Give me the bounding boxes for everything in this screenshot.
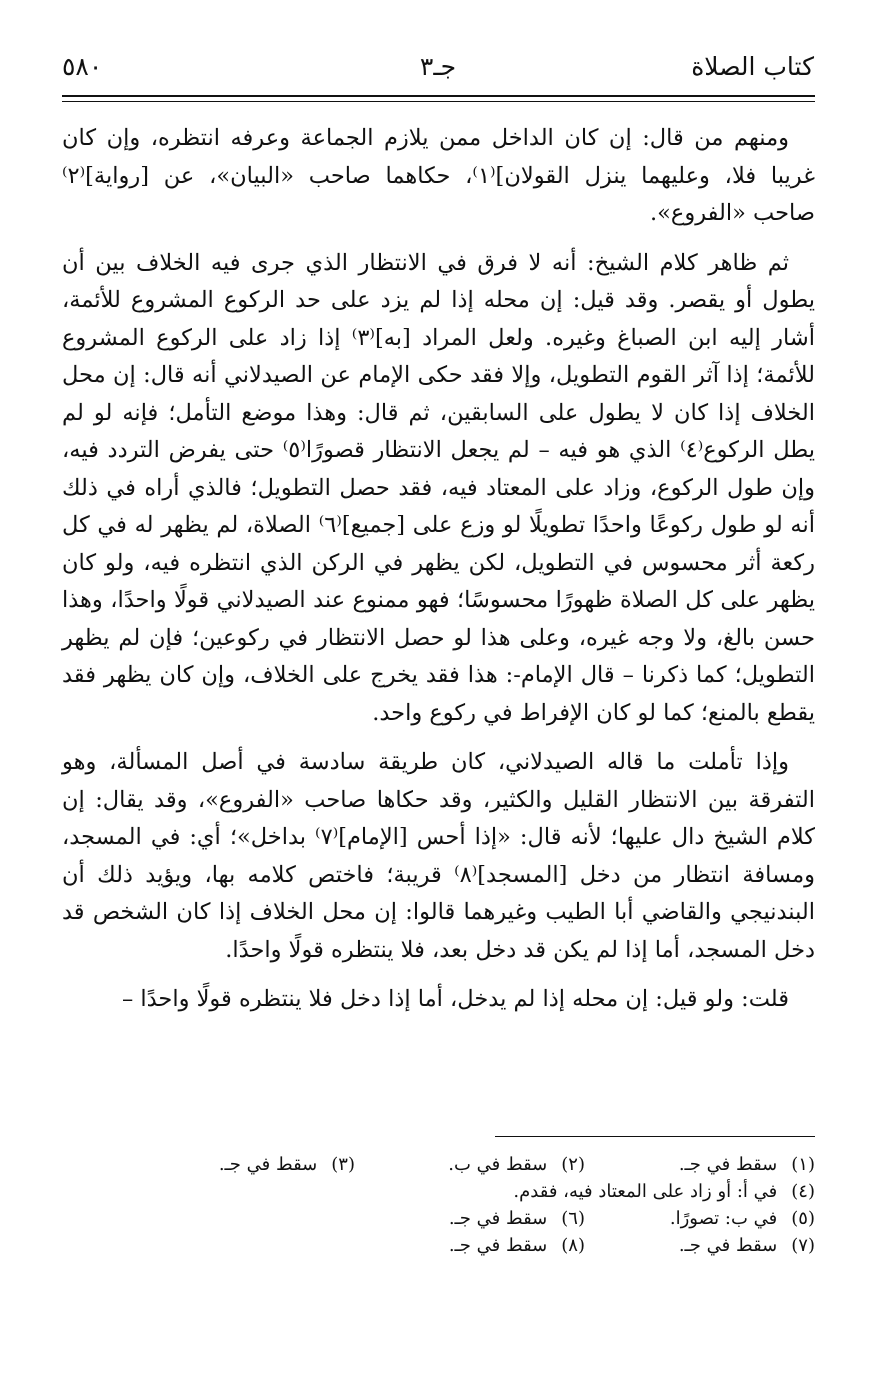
footnote-row [62,1151,815,1178]
footnote-number: (٥) [791,1208,815,1229]
main-text [62,120,815,1031]
footnote-number: (٨) [561,1235,585,1256]
footnote-text: سقط في جـ. [448,1235,548,1256]
footnote-number: (٧) [791,1235,815,1256]
footnote-text: سقط في جـ. [678,1235,778,1256]
footnote-row [62,1178,815,1205]
footnote-text: في ب: تصورًا. [669,1208,778,1229]
footnote-8 [355,1232,585,1259]
footnote-number: (٢) [561,1154,585,1175]
footnotes [62,1151,815,1259]
footnote-divider [495,1136,815,1137]
paragraph-1: ومنهم من قال: إن كان الداخل ممن يلازم الجماعة وعرفه انتظره، وإن كان غريبا فلا، وعليهما ينزل القولان]⁽١⁾، حكاهما صاحب «البيان»، عن [رواية]⁽٢⁾ صاحب «الفروع». [62,125,815,226]
footnote-5 [585,1205,815,1232]
paragraph-3: وإذا تأملت ما قاله الصيدلاني، كان طريقة سادسة في أصل المسألة، وهو التفرقة بين الانتظار القليل والكثير، وقد حكاها صاحب «الفروع»، وقد يقال: إن كلام الشيخ دال عليها؛ لأنه قال: «إذا أحس [الإمام]⁽٧⁾ بداخل»؛ أي: في المسجد، ومسافة انتظار من دخل [المسجد]⁽٨⁾ قريبة؛ فاختص كلامه بها، ويؤيد ذلك أن البندنيجي والقاضي أبا الطيب وغيرهما قالوا: إن محل الخلاف إذا كان الشخص قد دخل المسجد، أما إذا لم يكن قد دخل بعد، فلا ينتظره قولًا واحدًا. [62,749,815,963]
paragraph-4: قلت: ولو قيل: إن محله إذا لم يدخل، أما إذا دخل فلا ينتظره قولًا واحدًا – [121,986,789,1012]
page-header [62,52,814,92]
footnote-number: (١) [791,1154,815,1175]
footnote-text: سقط في جـ. [218,1154,318,1175]
book-title: كتاب الصلاة [691,52,814,81]
footnote-number: (٣) [331,1154,355,1175]
footnote-row [62,1232,815,1259]
footnote-6 [355,1205,585,1232]
footnote-number: (٦) [561,1208,585,1229]
footnote-text: سقط في جـ. [678,1154,778,1175]
footnote-3 [125,1151,355,1178]
footnote-row [62,1205,815,1232]
footnote-number: (٤) [791,1181,815,1202]
footnote-text: سقط في جـ. [448,1208,548,1229]
page-number: ٥٨٠ [62,52,103,81]
footnote-1 [585,1151,815,1178]
volume-label: جـ٣ [419,52,457,81]
footnote-text: سقط في ب. [448,1154,548,1175]
footnote-text: في أ: أو زاد على المعتاد فيه، فقدم. [513,1181,778,1202]
footnote-2 [355,1151,585,1178]
footnote-4 [95,1178,815,1205]
header-rule-thick [62,95,815,97]
header-rule-thin [62,101,815,102]
footnote-7 [585,1232,815,1259]
paragraph-2: ثم ظاهر كلام الشيخ: أنه لا فرق في الانتظار الذي جرى فيه الخلاف بين أن يطول أو يقصر. وقد قيل: إن محله إذا لم يزد على حد الركوع المشروع للأئمة، أشار إليه ابن الصباغ وغيره. ولعل المراد [به]⁽٣⁾ إذا زاد على الركوع المشروع للأئمة؛ إذا آثر القوم التطويل، وإلا فقد حكى الإمام عن الصيدلاني أنه قال: إن محل الخلاف إذا كان لا يطول على السابقين، ثم قال: وهذا موضع التأمل؛ فإنه لو لم يطل الركوع⁽٤⁾ الذي هو فيه – لم يجعل الانتظار قصورًا⁽٥⁾ حتى يفرض التردد فيه، وإن طول الركوع، وزاد على المعتاد فيه، فقد حصل التطويل؛ فالذي أراه في ذلك أنه لو طول ركوعًا واحدًا تطويلًا لو وزع على [جميع]⁽٦⁾ الصلاة، لم يظهر له في كل ركعة أثر محسوس في التطويل، لكن يظهر في الركن الذي انتظره فيه، ولو كان يظهر على كل الصلاة ظهورًا محسوسًا؛ فهو ممنوع عند الصيدلاني قولًا واحدًا، وهذا حسن بالغ، ولا وجه غيره، وعلى هذا لو حصل الانتظار في ركوعين؛ فإن لم يظهر التطويل؛ كما ذكرنا – قال الإمام-: هذا فقد يخرج على الخلاف، وإن كان يظهر فقد يقطع بالمنع؛ كما لو كان الإفراط في ركوع واحد. [62,249,816,726]
